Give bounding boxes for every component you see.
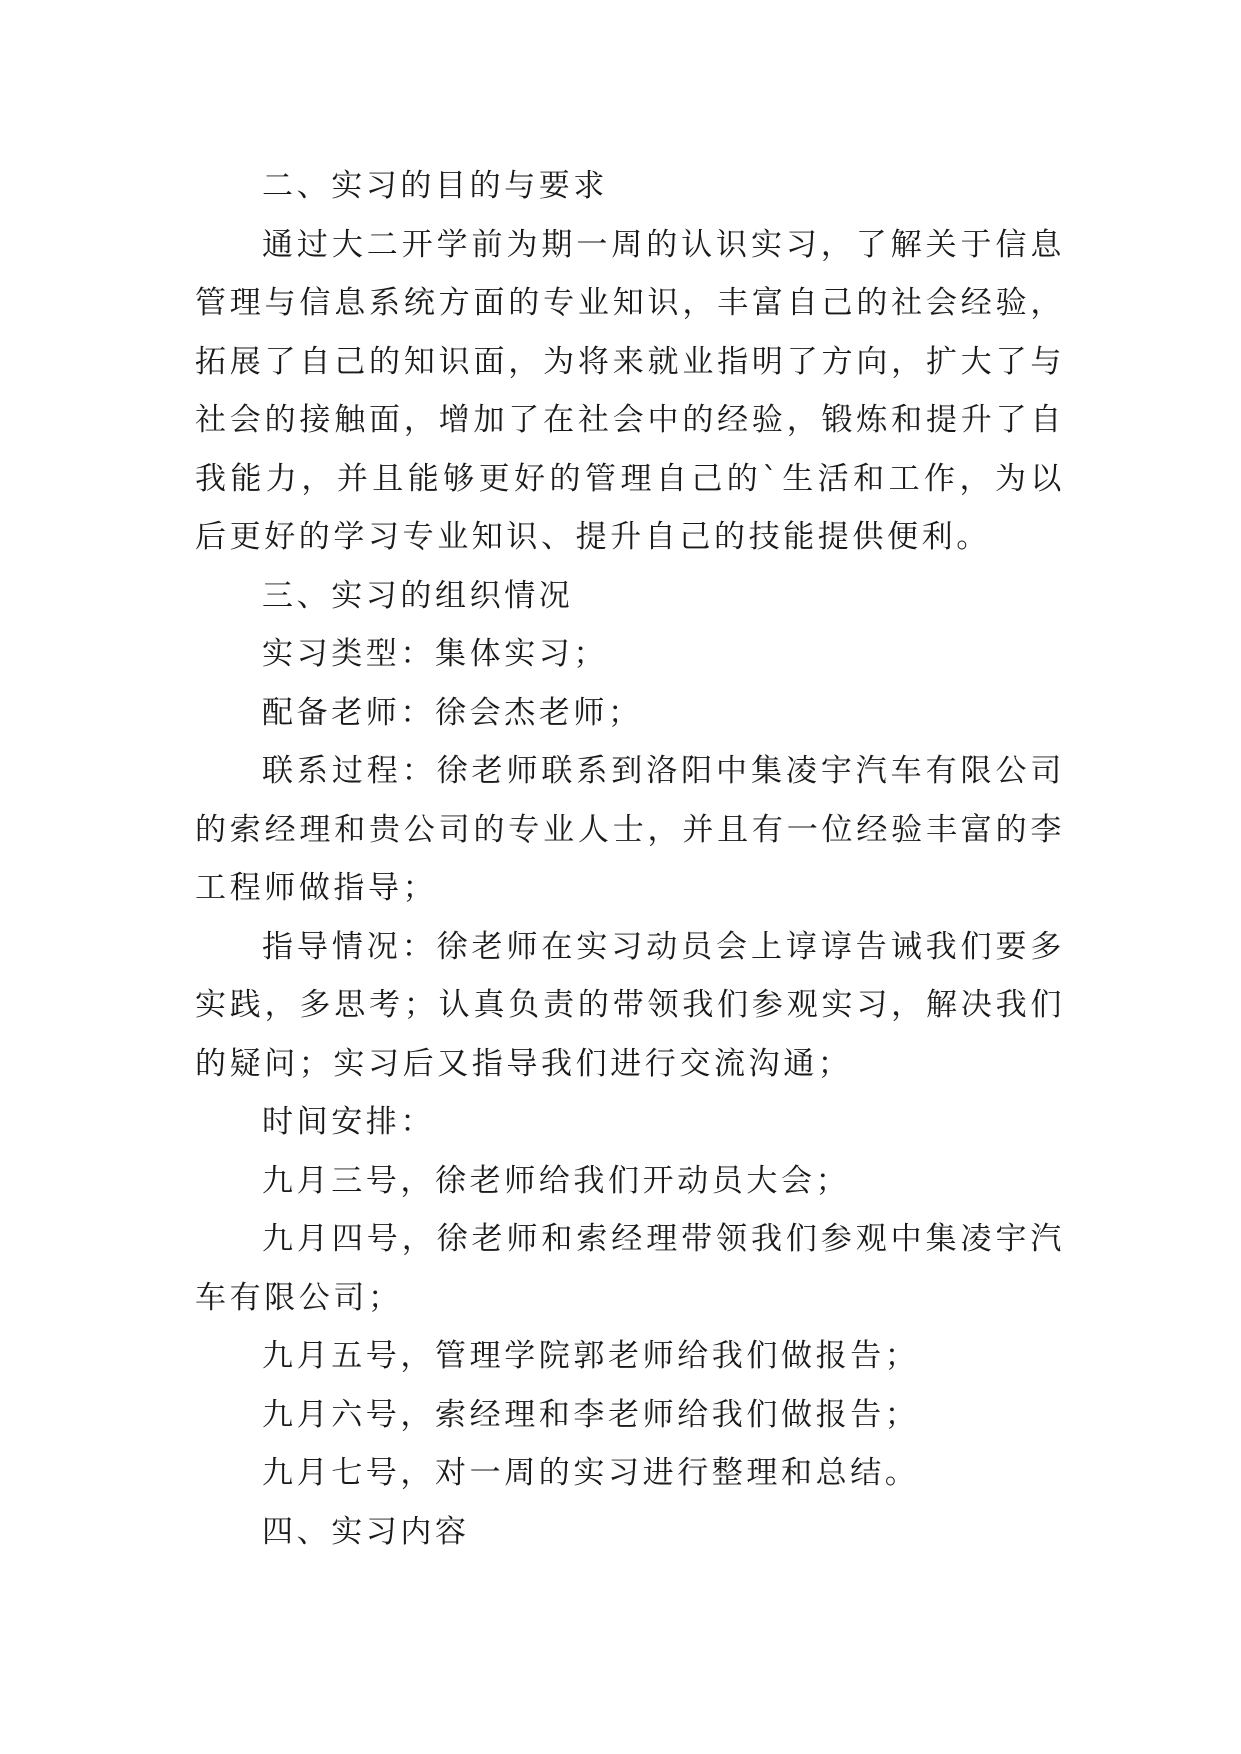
schedule-item-sep-6: 九月六号，索经理和李老师给我们做报告； bbox=[262, 1396, 920, 1433]
paragraph-schedule-label: 时间安排： bbox=[262, 1104, 435, 1140]
paragraph-guidance: 指导情况：徐老师在实习动员会上谆谆告诫我们要多实践，多思考；认真负责的带领我们参观实习，解决我们的疑问；实习后又指导我们进行交流沟通； bbox=[195, 928, 1065, 1082]
paragraph-purpose-body: 通过大二开学前为期一周的认识实习，了解关于信息管理与信息系统方面的专业知识，丰富自己的社会经验，拓展了自己的知识面，为将来就业指明了方向，扩大了与社会的接触面，增加了在社会中的经验，锻炼和提升了自我能力，并且能够更好的管理自己的`生活和工作，为以后更好的学习专业知识、提升自己的技能提供便利。 bbox=[195, 226, 1065, 555]
paragraph-assigned-teacher: 配备老师：徐会杰老师； bbox=[262, 694, 643, 731]
paragraph-contact-process: 联系过程：徐老师联系到洛阳中集凌宇汽车有限公司的索经理和贵公司的专业人士，并且有一位经验丰富的李工程师做指导； bbox=[195, 753, 1065, 906]
paragraph-internship-type: 实习类型：集体实习； bbox=[262, 636, 608, 672]
document-body bbox=[195, 157, 1065, 1561]
section-heading-organization: 三、实习的组织情况 bbox=[262, 577, 574, 614]
schedule-item-sep-5: 九月五号，管理学院郭老师给我们做报告； bbox=[262, 1338, 920, 1374]
schedule-item-sep-4: 九月四号，徐老师和索经理带领我们参观中集凌宇汽车有限公司； bbox=[195, 1221, 1065, 1316]
section-heading-content: 四、实习内容 bbox=[262, 1513, 470, 1550]
section-heading-purpose: 二、实习的目的与要求 bbox=[262, 168, 608, 204]
schedule-item-sep-3: 九月三号，徐老师给我们开动员大会； bbox=[262, 1162, 851, 1199]
schedule-item-sep-7: 九月七号，对一周的实习进行整理和总结。 bbox=[262, 1455, 920, 1491]
